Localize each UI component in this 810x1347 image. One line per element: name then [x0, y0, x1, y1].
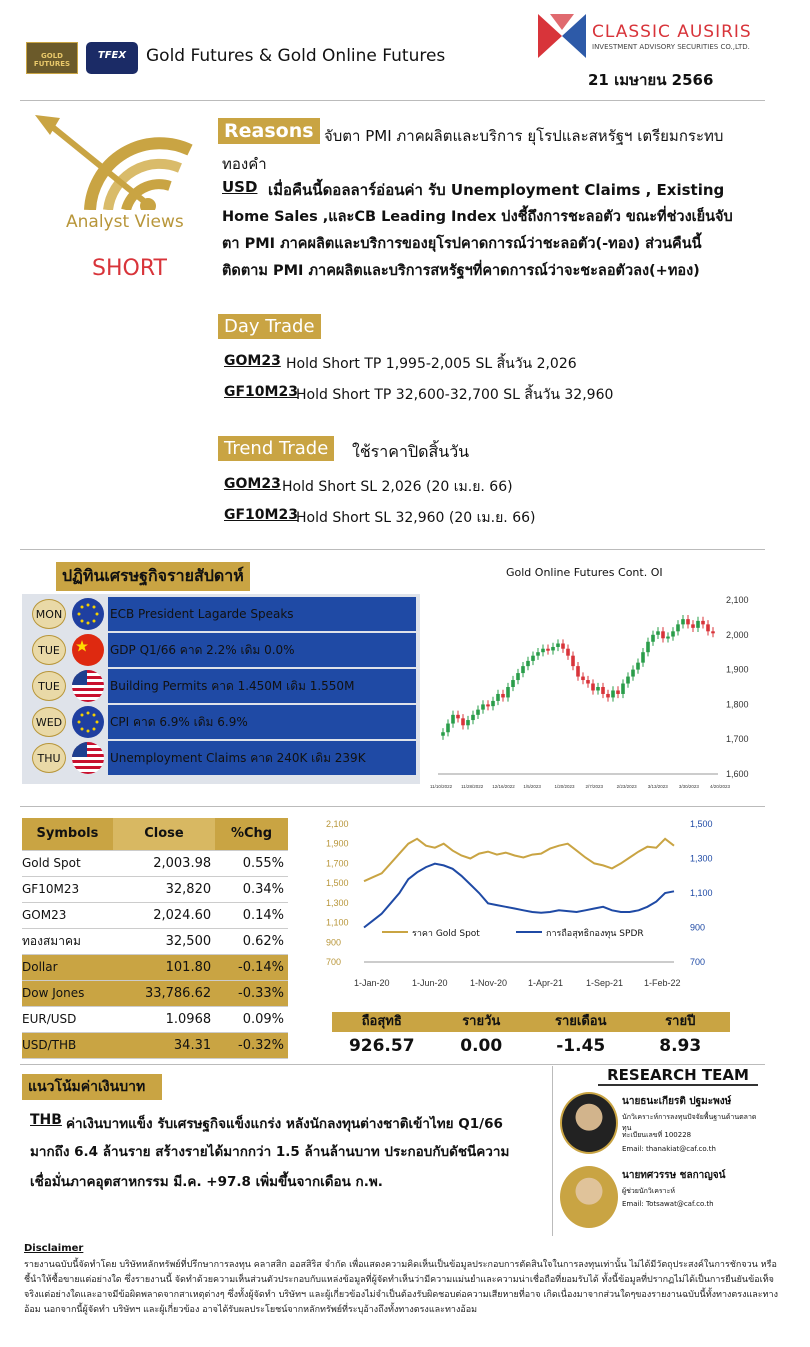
y-tick-label: 1,900: [326, 838, 349, 849]
calendar-row: [32, 597, 416, 633]
candle: [506, 687, 510, 697]
table-row: [22, 876, 288, 902]
spot-spdr-chart: [322, 814, 732, 994]
x-tick-label: 1-Jan-20: [354, 978, 390, 988]
table-cell-chg: 0.09%: [215, 1006, 288, 1032]
x-tick-label: 3/13/2023: [647, 784, 668, 789]
y-tick-label: 1,500: [326, 878, 349, 889]
target-arrow-icon: [30, 110, 200, 210]
analyst-views-label: Analyst Views: [66, 212, 184, 232]
candle: [656, 631, 660, 634]
x-tick-label: 1-Jun-20: [412, 978, 448, 988]
candle: [646, 642, 650, 652]
candle: [551, 647, 555, 650]
candle: [706, 624, 710, 631]
y2-tick-label: 1,100: [690, 888, 713, 898]
holdings-header: รายเดือน: [555, 1014, 607, 1029]
reasons-headline-cont: ทองคำ: [222, 155, 267, 173]
candle: [666, 637, 670, 639]
candle: [636, 663, 640, 670]
table-cell-close: 1.0968: [113, 1006, 215, 1032]
table-cell-chg: 0.14%: [215, 902, 288, 928]
series-line: [364, 839, 674, 881]
holdings-value: -1.45: [556, 1036, 606, 1056]
day-trade-symbol-1: GOM23: [224, 353, 281, 369]
candle: [541, 649, 545, 652]
brand-name: CLASSIC AUSIRIS: [592, 22, 752, 42]
x-tick-label: 1-Apr-21: [528, 978, 564, 988]
candle: [546, 649, 550, 651]
table-header: Symbols: [22, 818, 113, 850]
candle: [521, 666, 525, 673]
table-header: %Chg: [215, 818, 288, 850]
table-cell-close: 32,500: [113, 928, 215, 954]
baht-line-1: ค่าเงินบาทแข็ง รับเศรษฐกิจแข็งแกร่ง หลังนักลงทุนต่างชาติเข้าไทย Q1/66: [66, 1116, 503, 1132]
candle: [471, 715, 475, 720]
calendar-row: [32, 633, 416, 669]
calendar-event: ECB President Lagarde Speaks: [108, 597, 416, 631]
vertical-divider: [552, 1066, 553, 1236]
calendar-row: [32, 669, 416, 705]
y-tick-label: 900: [326, 937, 342, 948]
table-row: [22, 902, 288, 928]
table-cell-chg: -0.32%: [215, 1032, 288, 1058]
thb-label: THB: [30, 1112, 62, 1128]
calendar-event: CPI คาด 6.9% เดิม 6.9%: [108, 705, 416, 739]
calendar-event: Unemployment Claims คาด 240K เดิม 239K: [108, 741, 416, 775]
candle: [686, 619, 690, 624]
section-divider: [20, 806, 765, 807]
day-badge: TUE: [32, 671, 66, 701]
candle: [456, 715, 460, 718]
member-name: นายธนะเกียรติ ปฐมะพงษ์: [622, 1096, 732, 1107]
candle: [651, 635, 655, 642]
page-title: Gold Futures & Gold Online Futures: [146, 46, 446, 66]
day-trade-tag: Day Trade: [218, 314, 321, 339]
day-trade-text-1: Hold Short TP 1,995-2,005 SL สิ้นวัน 2,026: [286, 356, 577, 372]
table-row: [22, 1006, 288, 1032]
reasons-line-3: ตา PMI ภาคผลิตและบริการของยุโรปคาดการณ์ว่าชะลอตัว(-ทอง) ส่วนคืนนี้: [222, 236, 702, 252]
candle: [681, 619, 685, 624]
candle: [671, 631, 675, 636]
table-row: [22, 928, 288, 954]
symbols-table: [22, 818, 288, 1059]
table-cell-symbol: USD/THB: [22, 1032, 113, 1058]
day-badge: MON: [32, 599, 66, 629]
candle: [711, 631, 715, 633]
member-role: นักวิเคราะห์การลงทุนปัจจัยพื้นฐานด้านตลาดทุน: [622, 1113, 757, 1132]
candle: [621, 684, 625, 694]
candle: [556, 644, 560, 647]
calendar-title: ปฏิทินเศรษฐกิจรายสัปดาห์: [56, 562, 250, 591]
holdings-header: ถือสุทธิ: [361, 1014, 402, 1029]
y-tick-label: 1,900: [726, 664, 749, 675]
table-cell-symbol: GF10M23: [22, 876, 113, 902]
x-tick-label: 4/20/2023: [710, 784, 731, 789]
x-tick-label: 11/28/2022: [461, 784, 484, 789]
brand-subtitle: INVESTMENT ADVISORY SECURITIES CO.,LTD.: [592, 43, 750, 51]
table-cell-chg: 0.34%: [215, 876, 288, 902]
x-tick-label: 3/30/2023: [678, 784, 699, 789]
candle: [611, 690, 615, 697]
table-cell-symbol: ทองสมาคม: [22, 928, 113, 954]
section-divider: [20, 1064, 765, 1065]
day-trade-symbol-2: GF10M23: [224, 384, 298, 400]
x-tick-label: 2/23/2023: [616, 784, 637, 789]
table-cell-symbol: Dollar: [22, 954, 113, 980]
candle: [591, 684, 595, 691]
candle: [566, 649, 570, 656]
us-flag-icon: [72, 742, 104, 774]
y-tick-label: 2,100: [726, 595, 749, 605]
candle: [516, 673, 520, 680]
candle: [561, 644, 565, 649]
y-tick-label: 1,700: [326, 858, 349, 869]
legend-label: การถือสุทธิกองทุน SPDR: [546, 929, 644, 939]
disclaimer-text: รายงานฉบับนี้จัดทำโดย บริษัทหลักทรัพย์ที่ปรึกษาการลงทุน คลาสสิก ออสสิริส จำกัด เพื่อแสดงความคิดเห็นเป็นข้อมูลประกอบการตัดสินใจในการลงทุนเท่านั้น ไม่ได้มีวัตถุประสงค์ในการชักจวน หรือชี้นำให้ซื้อขายแต่อย่างใด ซึ่งรายงานนี้ จัดทำด้วยความเห็นส่วนตัวประกอบกับแหล่งข้อมูลที่ผู้จัดทำเห็นว่ามีความแม่นยำและความน่าเชื่อถือที่ยอมรับได้ ทั้งนี้ข้อมูลที่ปรากฏไม่ได้เป็นการยืนยันข้อเท็จจริงแต่อย่างใดและอาจมีข้อผิดพลาดจากสาเหตุต่างๆ ซึ่งทั้งผู้จัดทำ บริษัทฯ และผู้เกี่ยวข้องไม่จำเป็นต้องรับผิดชอบต่อความเสียหายที่อาจ เกิดเนื่องมาจากส่วนใดๆของรายงานฉบับนี้ทั้งทางตรงและทางอ้อม นอกจากนี้ผู้จัดทำ บริษัทฯ และผู้เกี่ยวข้อง อาจได้รับผลประโยชน์จากหลักทรัพย์ที่ระบุอ้างถึงทั้งทางตรงและทางอ้อม: [24, 1260, 779, 1315]
candle: [461, 718, 465, 725]
disclaimer-title: Disclaimer: [24, 1243, 84, 1254]
y-tick-label: 1,800: [726, 699, 749, 710]
candle: [581, 677, 585, 680]
y2-tick-label: 900: [690, 922, 706, 933]
candle: [631, 670, 635, 677]
candle: [696, 621, 700, 628]
eu-flag-icon: [72, 598, 104, 630]
candle: [446, 724, 450, 733]
candle: [616, 690, 620, 693]
baht-line-2: มากถึง 6.4 ล้านราย สร้างรายได้มากกว่า 1.5 ล้านล้านบาท ประกอบกับดัชนีความ: [30, 1144, 510, 1160]
table-row: [22, 954, 288, 980]
tfex-logo: TFEX: [86, 42, 138, 74]
member-role: ผู้ช่วยนักวิเคราะห์: [622, 1187, 675, 1195]
candle: [606, 694, 610, 697]
table-cell-chg: 0.55%: [215, 850, 288, 876]
candle: [586, 680, 590, 683]
eu-flag-icon: [72, 706, 104, 738]
holdings-value: 0.00: [460, 1036, 503, 1056]
candle: [476, 710, 480, 715]
candle: [536, 652, 540, 655]
x-tick-label: 1/5/2023: [523, 784, 541, 789]
y-tick-label: 700: [326, 957, 342, 967]
table-cell-symbol: GOM23: [22, 902, 113, 928]
y-tick-label: 1,700: [726, 734, 749, 745]
table-row: [22, 850, 288, 876]
calendar-row: [32, 741, 416, 777]
y-tick-label: 2,100: [326, 819, 349, 829]
section-divider: [20, 549, 765, 550]
candle: [441, 732, 445, 735]
us-flag-icon: [72, 670, 104, 702]
candle: [531, 656, 535, 661]
table-cell-symbol: Dow Jones: [22, 980, 113, 1006]
x-tick-label: 1-Feb-22: [644, 978, 681, 988]
table-cell-chg: -0.14%: [215, 954, 288, 980]
y2-tick-label: 1,300: [690, 853, 713, 864]
classic-ausiris-logo-icon: [538, 14, 586, 58]
y-tick-label: 1,100: [326, 917, 349, 928]
y-tick-label: 1,600: [726, 769, 749, 779]
x-tick-label: 1-Sep-21: [586, 978, 624, 988]
x-tick-label: 1-Nov-20: [470, 978, 508, 988]
y2-tick-label: 700: [690, 957, 706, 967]
x-tick-label: 12/16/2022: [492, 784, 515, 789]
table-cell-close: 2,024.60: [113, 902, 215, 928]
x-tick-label: 2/7/2023: [585, 784, 604, 789]
candle: [641, 652, 645, 662]
member-name: นายทศวรรษ ชลกาญจน์: [622, 1170, 726, 1181]
analyst-view-short: SHORT: [92, 256, 167, 281]
candle: [701, 621, 705, 624]
calendar-event: Building Permits คาด 1.450M เดิม 1.550M: [108, 669, 416, 703]
candle: [501, 694, 505, 697]
header-divider: [20, 100, 765, 101]
candle: [571, 656, 575, 666]
member-email: Email: thanakiat@caf.co.th: [622, 1145, 716, 1153]
analyst-avatar: [560, 1092, 618, 1154]
holdings-header: รายปี: [665, 1014, 696, 1029]
table-header: Close: [113, 818, 215, 850]
day-badge: THU: [32, 743, 66, 773]
holdings-value: 926.57: [348, 1036, 415, 1056]
candle: [676, 624, 680, 631]
member-id: ทะเบียนเลขที่ 100228: [622, 1131, 692, 1139]
y-tick-label: 2,000: [726, 629, 749, 640]
reasons-tag: Reasons: [218, 118, 320, 144]
research-team-title: RESEARCH TEAM: [598, 1066, 758, 1086]
day-badge: TUE: [32, 635, 66, 665]
candle: [486, 704, 490, 706]
trend-trade-text-2: Hold Short SL 32,960 (20 เม.ย. 66): [296, 510, 536, 526]
spdr-holdings: [332, 1012, 730, 1060]
candle: [451, 715, 455, 724]
candle: [601, 687, 605, 694]
candle: [496, 694, 500, 701]
trend-trade-text-1: Hold Short SL 2,026 (20 เม.ย. 66): [282, 479, 513, 495]
gold-futures-logo: GOLD FUTURES: [26, 42, 78, 74]
table-cell-close: 34.31: [113, 1032, 215, 1058]
x-tick-label: 1/20/2023: [554, 784, 575, 789]
usd-text: เมื่อคืนนี้ดอลลาร์อ่อนค่า รับ Unemployment Claims , Existing: [268, 181, 725, 199]
trend-trade-tag: Trend Trade: [218, 436, 334, 461]
table-row: [22, 1032, 288, 1058]
candle: [661, 631, 665, 638]
x-tick-label: 11/10/2022: [430, 784, 453, 789]
candle: [596, 687, 600, 690]
trend-trade-symbol-2: GF10M23: [224, 507, 298, 523]
baht-line-3: เชื่อมั่นภาคอุตสาหกรรม มี.ค. +97.8 เพิ่มขึ้นจากเดือน ก.พ.: [30, 1174, 383, 1190]
candle: [491, 701, 495, 706]
table-cell-symbol: Gold Spot: [22, 850, 113, 876]
usd-label: USD: [222, 178, 258, 196]
legend-label: ราคา Gold Spot: [412, 929, 480, 939]
day-badge: WED: [32, 707, 66, 737]
oi-chart: [426, 588, 756, 794]
reasons-line-2: Home Sales ,และCB Leading Index บ่งชี้ถึงการชะลอตัว ขณะที่ช่วงเย็นจับ: [222, 209, 733, 225]
candle: [511, 680, 515, 687]
analyst-avatar: [560, 1166, 618, 1228]
candle: [481, 704, 485, 709]
trend-trade-note: ใช้ราคาปิดสิ้นวัน: [352, 442, 470, 461]
reasons-line-4: ติดตาม PMI ภาคผลิตและบริการสหรัฐฯที่คาดการณ์ว่าจะชะลอตัวลง(+ทอง): [222, 263, 700, 279]
candle: [626, 677, 630, 684]
trend-trade-symbol-1: GOM23: [224, 476, 281, 492]
candle: [466, 720, 470, 725]
y-tick-label: 1,300: [326, 897, 349, 908]
oi-chart-title: Gold Online Futures Cont. OI: [506, 566, 663, 579]
series-line: [364, 864, 674, 928]
reasons-headline: จับตา PMI ภาคผลิตและบริการ ยุโรปและสหรัฐฯ เตรียมกระทบ: [324, 127, 724, 145]
table-cell-symbol: EUR/USD: [22, 1006, 113, 1032]
calendar-row: [32, 705, 416, 741]
candle: [526, 661, 530, 666]
member-email: Email: Totsawat@caf.co.th: [622, 1200, 714, 1208]
table-cell-close: 101.80: [113, 954, 215, 980]
report-date: 21 เมษายน 2566: [588, 71, 714, 89]
candle: [576, 666, 580, 676]
holdings-value: 8.93: [659, 1036, 702, 1056]
table-cell-close: 32,820: [113, 876, 215, 902]
table-cell-chg: -0.33%: [215, 980, 288, 1006]
table-cell-chg: 0.62%: [215, 928, 288, 954]
day-trade-text-2: Hold Short TP 32,600-32,700 SL สิ้นวัน 32,960: [296, 387, 614, 403]
table-cell-close: 2,003.98: [113, 850, 215, 876]
table-cell-close: 33,786.62: [113, 980, 215, 1006]
holdings-header: รายวัน: [462, 1014, 501, 1029]
calendar-event: GDP Q1/66 คาด 2.2% เดิม 0.0%: [108, 633, 416, 667]
china-flag-icon: [72, 634, 104, 666]
baht-title: แนวโน้มค่าเงินบาท: [22, 1074, 162, 1100]
y2-tick-label: 1,500: [690, 819, 713, 829]
table-row: [22, 980, 288, 1006]
candle: [691, 624, 695, 627]
